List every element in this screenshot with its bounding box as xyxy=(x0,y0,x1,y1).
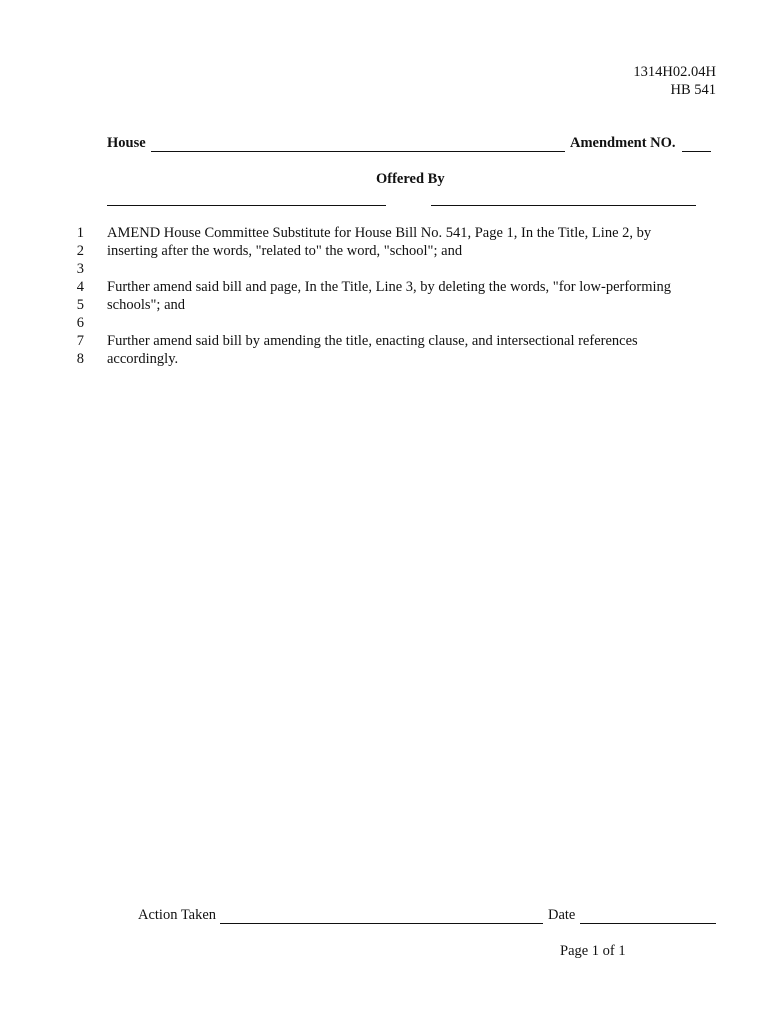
house-label: House xyxy=(107,135,146,151)
line-number: 6 xyxy=(76,315,84,331)
line-number: 3 xyxy=(76,261,84,277)
document-code: 1314H02.04H xyxy=(633,64,716,80)
action-taken-label: Action Taken xyxy=(138,907,217,923)
action-taken-blank xyxy=(220,923,543,924)
amendment-number-blank xyxy=(682,151,711,152)
date-label: Date xyxy=(548,907,576,923)
line-text: schools"; and xyxy=(107,297,186,313)
offered-by-blank-left xyxy=(107,205,386,206)
line-number: 2 xyxy=(76,243,84,259)
line-text: Further amend said bill by amending the title, enacting clause, and intersectional references xyxy=(107,333,638,349)
bill-number: HB 541 xyxy=(670,82,716,98)
line-text: AMEND House Committee Substitute for House Bill No. 541, Page 1, In the Title, Line 2, by xyxy=(107,225,652,241)
line-text: accordingly. xyxy=(107,351,179,367)
amendment-label: Amendment NO. xyxy=(570,135,676,151)
line-text: Further amend said bill and page, In the Title, Line 3, by deleting the words, "for low-performing xyxy=(107,279,672,295)
line-number: 8 xyxy=(76,351,84,367)
line-number: 7 xyxy=(76,333,84,349)
page-number: Page 1 of 1 xyxy=(560,943,626,959)
house-blank xyxy=(151,151,565,152)
line-number: 5 xyxy=(76,297,84,313)
offered-by-blank-right xyxy=(431,205,696,206)
date-blank xyxy=(580,923,716,924)
line-number: 4 xyxy=(76,279,84,295)
line-text: inserting after the words, "related to" the word, "school"; and xyxy=(107,243,463,259)
line-number: 1 xyxy=(76,225,84,241)
offered-by-label: Offered By xyxy=(376,171,445,187)
